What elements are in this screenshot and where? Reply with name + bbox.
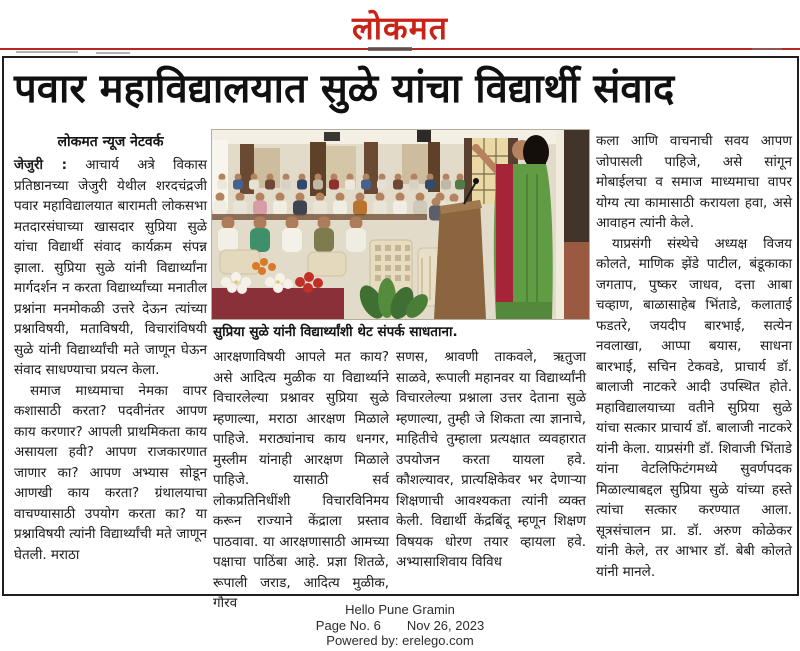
event-photo	[211, 129, 590, 320]
footer-page-no: Page No. 6	[315, 617, 381, 633]
column-4	[596, 131, 792, 582]
col1-paragraph-1	[14, 155, 207, 381]
col1-paragraph-2: समाज माध्यमाचा नेमका वापर कशासाठी करता? पदवीनंतर आपण काय करणार? आपली प्राथमिकता काय असायला हवी? आपण राजकारणात जाणार का? आपण अभ्यास सोडून आणखी काय करता? ग्रंथालयाचा वाचण्यासाठी उपयोग करता का? या प्रश्नाविषयी त्यांनी विद्यार्थ्यांची मते जाणून घेतली. मराठा	[14, 382, 207, 563]
page-footer	[0, 602, 800, 649]
footer-publication: Hello Pune Gramin	[345, 602, 455, 617]
footer-pageinfo	[0, 618, 800, 634]
footer-powered-by: Powered by: erelego.com	[326, 633, 474, 648]
photo-right-lower	[564, 242, 589, 319]
col3-paragraph-1: सणस, श्रावणी ताकवले, ऋतुजा साळवे, रूपाली महानवर या विद्यार्थ्यांनी विचारलेल्या प्रश्नाला उत्तर देताना सुळे म्हणाल्या, तुम्ही जे शिकता त्या ज्ञानाचे, माहितीचे तुम्हाला प्रत्यक्षात व्यवहारात उपयोजन करता यायला हवे. कौशल्यावर, प्रात्यक्षिकेवर भर देणाऱ्या शिक्षणाची आवश्यकता त्यांनी व्यक्त केली. विद्यार्थी केंद्रबिंदू म्हणून शिक्षण विषयक धोरण तयार व्हायला हवे. अभ्यासाशिवाय विविध	[396, 349, 586, 570]
print-artifact	[752, 48, 782, 50]
masthead	[0, 6, 800, 49]
photo-wall-sliver	[556, 130, 564, 319]
byline: लोकमत न्यूज नेटवर्क	[57, 134, 164, 150]
column-2	[213, 347, 389, 614]
print-artifact	[96, 52, 130, 54]
col4-paragraph-1: कला आणि वाचनाची सवय आपण जोपासली पाहिजे, असे सांगून मोबाईलचा व समाज माध्यमाचा वापर योग्य त्या कामासाठी करायला हवा, असे आवाहन त्यांनी केले.	[596, 133, 792, 231]
column-3	[396, 347, 586, 573]
article-headline: पवार महाविद्यालयात सुळे यांचा विद्यार्थी संवाद	[14, 66, 675, 112]
col1-para1-text: आचार्य अत्रे विकास प्रतिष्ठानच्या जेजुरी येथील शरदचंद्रजी पवार महाविद्यालयात बारामती लोकसभा मतदारसंघाच्या खासदार सुप्रिया सुळे यांचा विद्यार्थी संवाद कार्यक्रम संपन्न झाला. सुप्रिया सुळे यांनी विद्यार्थ्यांना मार्गदर्शन न करता विद्यार्थ्यांच्या मनातील प्रश्नांना मनमोकळी उत्तरे देऊन त्यांच्या प्रश्नाविषयी, मताविषयी, विचारांविषयी सुळे यांनी विद्यार्थ्यांची मते जाणून घेऊन संवाद साधण्याचा प्रयत्न केला.	[14, 157, 207, 378]
photo-right-curtain	[564, 130, 589, 242]
event-photo-illustration	[212, 130, 589, 319]
print-artifact	[368, 47, 412, 51]
print-artifact	[16, 51, 78, 53]
lokmat-logo: लोकमत	[352, 9, 448, 47]
photo-caption: सुप्रिया सुळे यांनी विद्यार्थ्यांशी थेट संपर्क साधताना.	[213, 324, 458, 340]
column-1	[14, 155, 207, 565]
col2-paragraph-1: आरक्षणाविषयी आपले मत काय? असे आदित्य मुळीक या विद्यार्थ्याने विचारलेल्या प्रश्नावर सुप्रिया सुळे म्हणाल्या, मराठा आरक्षण मिळाले पाहिजे. मराठ्यांनाच काय धनगर, मुस्लीम यांनाही आरक्षण मिळाले पाहिजे. यासाठी सर्व लोकप्रतिनिधींशी विचारविनिमय करून राज्याने केंद्राला प्रस्ताव पाठवावा. या आरक्षणासाठी आमच्या पक्षाचा पाठिंबा आहे. प्रज्ञा शितळे, रूपाली जराड, आदित्य मुळीक, गौरव	[213, 349, 389, 611]
col4-paragraph-2: याप्रसंगी संस्थेचे अध्यक्ष विजय कोलते, माणिक झेंडे पाटील, बंडूकाका जगताप, पुष्कर जाधव, दत्ता आबा चव्हाण, बाळासाहेब भिंताडे, कलाताई फडतरे, जयदीप बारभाई, सत्येन नवलाखा, आप्पा बयास, साधना बारभाई, सचिन टेकवडे, प्राचार्य डॉ. बालाजी नाटकरे आदी उपस्थित होते. महाविद्यालयाच्या वतीने सुप्रिया सुळे यांचा सत्कार प्राचार्य डॉ. बालाजी नाटकरे यांनी केला. याप्रसंगी डॉ. शिवाजी भिंताडे यांना वेटलिफिटंगमध्ये सुवर्णपदक मिळाल्याबद्दल सुप्रिया सुळे यांच्या हस्ते त्यांचा सत्कार करण्यात आला. सूत्रसंचालन प्रा. डॉ. अरुण कोळेकर यांनी केले, तर आभार डॉ. बेबी कोलते यांनी मानले.	[596, 235, 792, 580]
saree-red-stripe	[496, 164, 513, 319]
footer-date: Nov 26, 2023	[406, 617, 485, 633]
dateline: जेजुरी :	[14, 157, 68, 173]
speaker-box	[324, 132, 340, 141]
speaker-box	[417, 130, 431, 142]
